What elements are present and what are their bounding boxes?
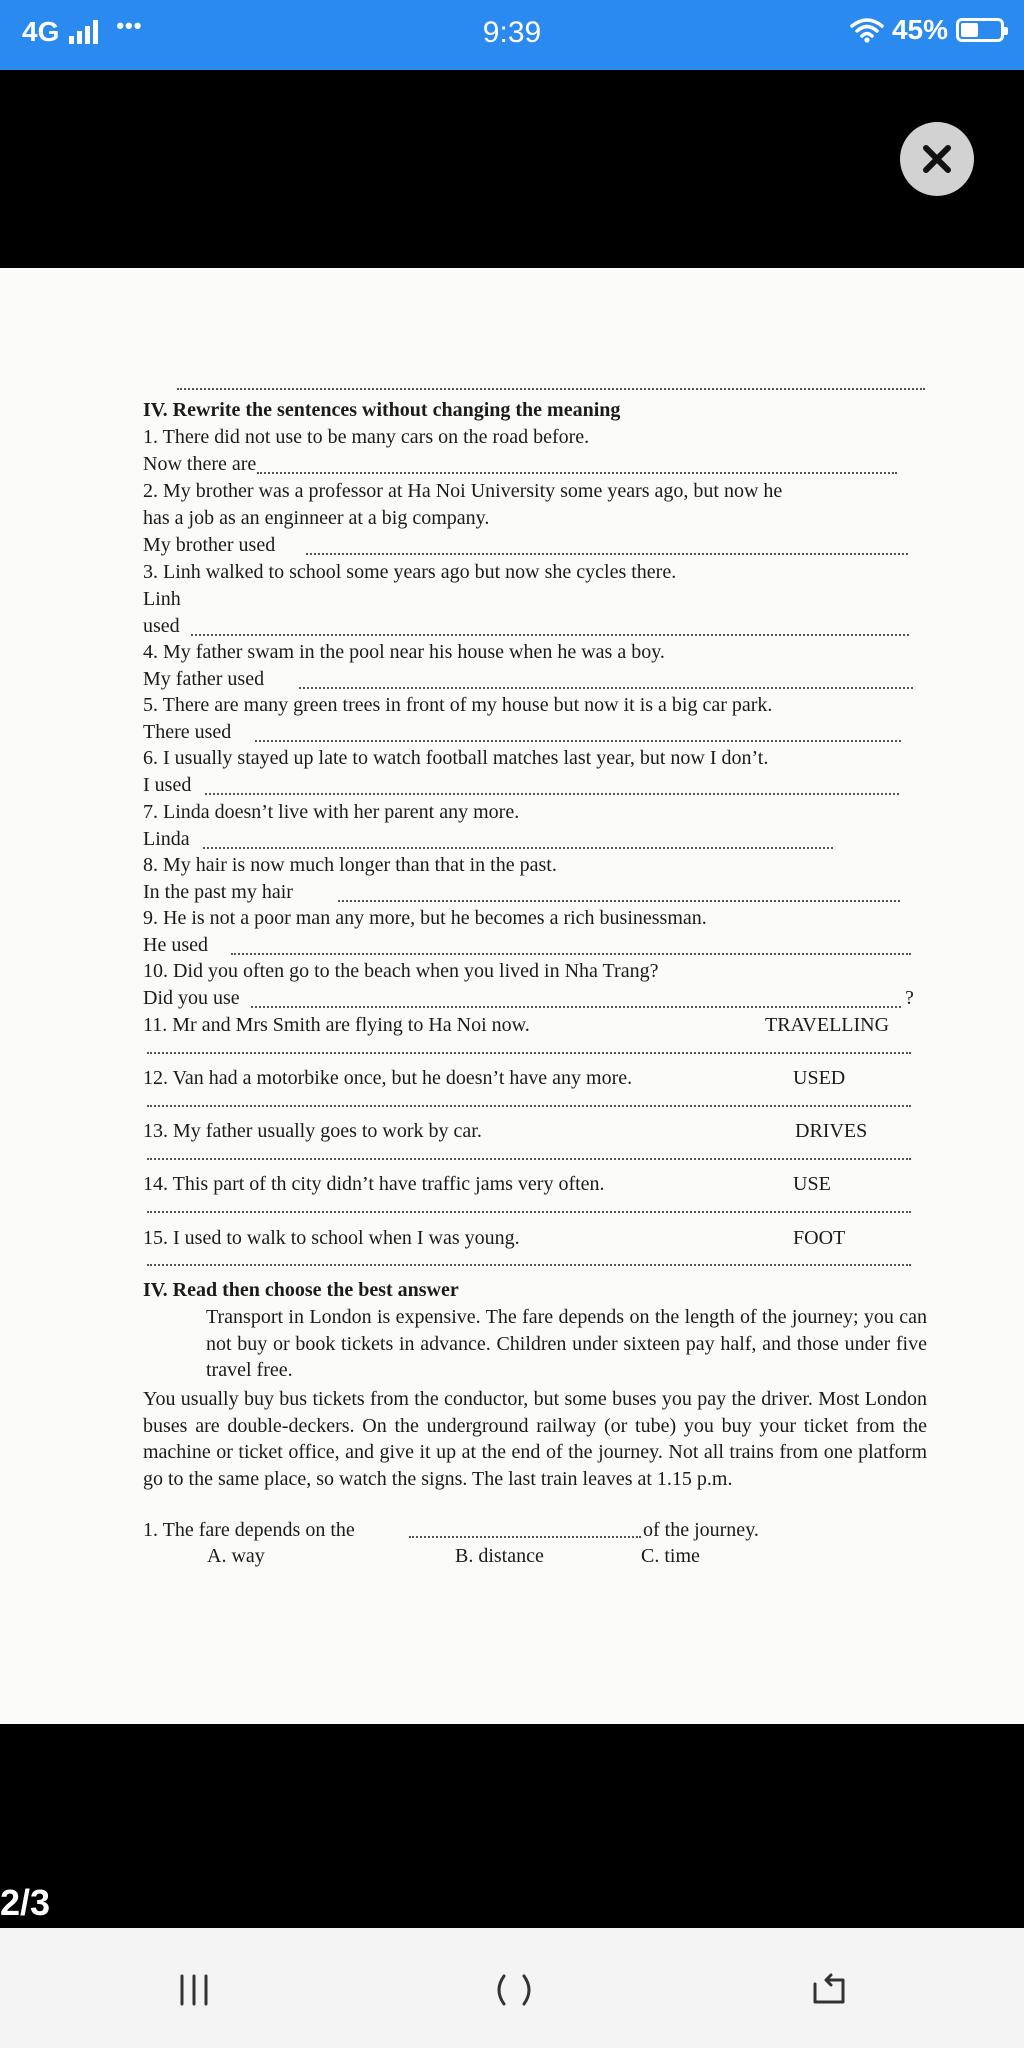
answer-line (191, 634, 909, 636)
question-12: 12. Van had a motorbike once, but he doesn’t have any more. (143, 1067, 633, 1089)
answer-prompt-1: Now there are (143, 453, 257, 475)
answer-prompt-5: There used (143, 721, 232, 743)
answer-line (203, 847, 833, 849)
answer-line (231, 953, 911, 955)
question-13: 13. My father usually goes to work by car. (143, 1120, 482, 1142)
question-7: 7. Linda doesn’t live with her parent any more. (143, 801, 520, 823)
question-11: 11. Mr and Mrs Smith are flying to Ha Noi now. (143, 1014, 530, 1036)
document-page (0, 268, 1024, 1724)
question-2-cont: has a job as an enginneer at a big company. (143, 507, 490, 529)
battery-percent: 45% (891, 14, 948, 45)
status-bar (0, 0, 1024, 70)
question-15: 15. I used to walk to school when I was young. (143, 1227, 520, 1249)
question-9: 9. He is not a poor man any more, but he becomes a rich businessman. (143, 907, 707, 929)
network-type: 4G (22, 16, 60, 47)
reading-paragraph-2: You usually buy bus tickets from the conductor, but some buses you pay the driver. Most London buses are double-deckers. On the underground railway (or tube) you buy your ticket from the machine or ticket office, and give it up at the end of the journey. Not all trains from one platform go to the same place, so watch the signs. The last train leaves at 1.15 p.m. (143, 1388, 927, 1490)
keyword-13: DRIVES (795, 1120, 868, 1142)
navigation-bar (0, 1928, 1024, 2048)
answer-line (255, 740, 901, 742)
question-14: 14. This part of th city didn’t have traffic jams very often. (143, 1173, 605, 1195)
answer-line (205, 793, 899, 795)
answer-line (147, 1211, 911, 1213)
status-right (850, 14, 1004, 46)
page-indicator: 2/3 (0, 1882, 51, 1923)
answer-prompt-10: Did you use (143, 987, 240, 1009)
answer-line (147, 1264, 911, 1266)
home-icon (488, 1970, 540, 2010)
option-b[interactable]: B. distance (455, 1545, 544, 1567)
wifi-icon (850, 17, 884, 43)
back-button[interactable] (798, 1964, 858, 2016)
keyword-14: USE (793, 1173, 831, 1195)
answer-line (257, 472, 897, 474)
answer-line (409, 1536, 641, 1538)
back-icon (805, 1970, 851, 2010)
battery-icon (956, 18, 1004, 42)
section-heading: IV. Rewrite the sentences without changing the meaning (143, 399, 621, 421)
answer-line (147, 1158, 911, 1160)
answer-prompt-4: My father used (143, 668, 265, 690)
answer-line (147, 1105, 911, 1107)
clock: 9:39 (482, 16, 542, 49)
question-5: 5. There are many green trees in front of my house but now it is a big car park. (143, 694, 773, 716)
answer-prompt-2: My brother used (143, 534, 276, 556)
home-button[interactable] (484, 1964, 544, 2016)
answer-prompt-3: Linh (143, 588, 181, 610)
question-6: 6. I usually stayed up late to watch football matches last year, but now I don’t. (143, 747, 769, 769)
answer-line (299, 687, 913, 689)
keyword-12: USED (793, 1067, 846, 1089)
question-1: 1. There did not use to be many cars on the road before. (143, 426, 590, 448)
reading-question-1-end: of the journey. (643, 1519, 759, 1541)
reading-heading: IV. Read then choose the best answer (143, 1279, 459, 1301)
close-button[interactable] (900, 122, 974, 196)
question-mark: ? (905, 987, 914, 1009)
option-c[interactable]: C. time (641, 1545, 700, 1567)
answer-prompt-7: Linda (143, 828, 190, 850)
question-2: 2. My brother was a professor at Ha Noi University some years ago, but now he (143, 480, 783, 502)
keyword-11: TRAVELLING (765, 1014, 890, 1036)
question-4: 4. My father swam in the pool near his house when he was a boy. (143, 641, 665, 663)
option-a[interactable]: A. way (207, 1545, 265, 1567)
question-10: 10. Did you often go to the beach when you lived in Nha Trang? (143, 960, 659, 982)
close-icon (920, 142, 954, 176)
answer-prompt-8: In the past my hair (143, 881, 293, 903)
answer-line (338, 900, 900, 902)
answer-line (306, 553, 908, 555)
answer-line (147, 1052, 911, 1054)
keyword-15: FOOT (793, 1227, 846, 1249)
menu-button[interactable] (164, 1964, 224, 2016)
notification-dots: ••• (116, 13, 143, 38)
answer-prompt-3-cont: used (143, 615, 180, 637)
question-8: 8. My hair is now much longer than that in the past. (143, 854, 557, 876)
menu-icon (174, 1970, 214, 2010)
answer-line (177, 388, 925, 390)
answer-line (251, 1006, 901, 1008)
answer-prompt-9: He used (143, 934, 208, 956)
reading-paragraph-1: Transport in London is expensive. The fare depends on the length of the journey; you can not buy or book tickets in advance. Children under sixteen pay half, and those under five travel free. (206, 1306, 927, 1382)
reading-question-1-stem: 1. The fare depends on the (143, 1519, 355, 1541)
answer-prompt-6: I used (143, 774, 192, 796)
question-3: 3. Linh walked to school some years ago but now she cycles there. (143, 561, 677, 583)
